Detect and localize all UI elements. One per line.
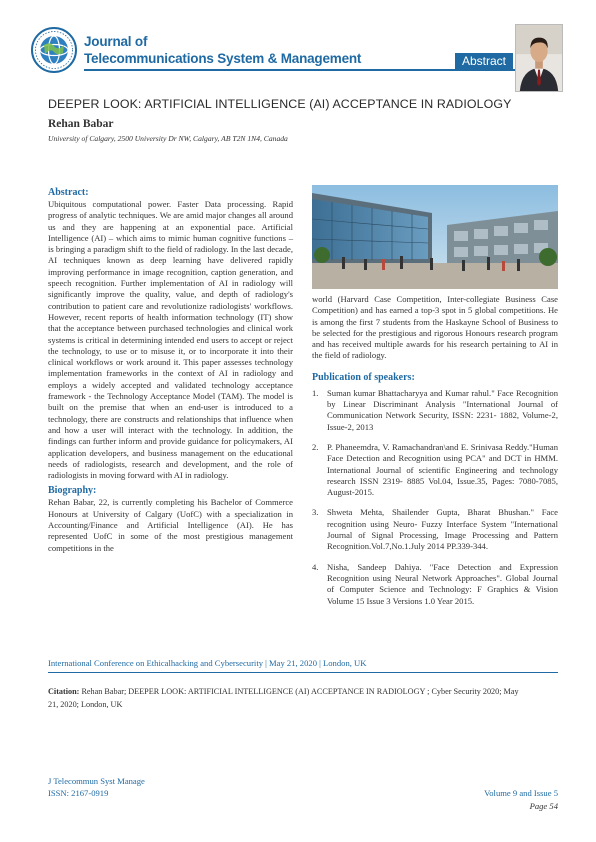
article-title: DEEPER LOOK: ARTIFICIAL INTELLIGENCE (AI) ACCEPTANCE IN RADIOLOGY (48, 97, 512, 111)
footer-rule (48, 672, 558, 673)
journal-name-line1: Journal of (84, 34, 148, 49)
left-column (48, 186, 293, 554)
journal-logo-icon (30, 26, 78, 74)
citation-label: Citation: (48, 687, 80, 696)
journal-name (84, 33, 361, 67)
page-number: Page 54 (529, 801, 558, 811)
citation (48, 685, 528, 711)
publication-list (312, 388, 558, 607)
publications-heading: Publication of speakers: (312, 371, 415, 383)
publication-number: 1. (312, 387, 319, 398)
journal-abbreviation: J Telecommun Syst Manage (48, 776, 145, 786)
author-name: Rehan Babar (48, 118, 114, 130)
list-item (312, 388, 558, 433)
conference-line: International Conference on Ethicalhacking and Cybersecurity | May 21, 2020 | London, UK (48, 658, 367, 668)
biography-heading: Biography: (48, 485, 97, 497)
abstract-heading: Abstract: (48, 187, 89, 198)
publication-text: P. Phaneemdra, V. Ramachandran\and E. Srinivasa Reddy."Human Face Detection and Recognition using PCA" and DCT in HMM. International Journal of scientific Engineering and technology research ISSN 2319- 8885 Vol.04, Issue.35, Pages: 7080-7085, August-2015. (327, 441, 558, 498)
author-portrait (515, 24, 563, 92)
citation-text: Rehan Babar; DEEPER LOOK: ARTIFICIAL INTELLIGENCE (AI) ACCEPTANCE IN RADIOLOGY ; Cyber Security 2020; May 21, 2020; London, UK (48, 687, 519, 709)
journal-name-line2: Telecommunications System & Management (84, 51, 362, 66)
journal-footer (48, 775, 145, 799)
list-item (312, 507, 558, 552)
list-item (312, 442, 558, 498)
publication-text: Shweta Mehta, Shailender Gupta, Bharat Bhushan." Face recognition using Neuro- Fuzzy Interface System "International Journal of Signal Processing, Image Processing and Pattern Recognition.Vol.7,No.1.July 2014 PP.339-344. (327, 507, 558, 552)
publication-text: Nisha, Sandeep Dahiya. "Face Detection and Expression Recognition using Neural Network Approaches". Global Journal of Computer Science and Technology: F Graphics & Vision Volume 15 Issue 3 Versions 1.0 Year 2015. (327, 561, 558, 606)
right-column (312, 294, 558, 616)
journal-issn: ISSN: 2167-0919 (48, 788, 109, 798)
author-affiliation: University of Calgary, 2500 University Dr NW, Calgary, AB T2N 1N4, Canada (48, 134, 288, 143)
publication-number: 3. (312, 507, 319, 518)
publication-text: Suman kumar Bhattacharyya and Kumar rahul." Face Recognition by Linear Discriminant Analysis "International Journal of Communication Network Security, ISSN: 2231- 1882, Volume-2, Issue-2, 2013 (327, 387, 558, 432)
list-item (312, 562, 558, 607)
header-rule (84, 69, 516, 71)
biography-text-right: world (Harvard Case Competition, Inter-collegiate Business Case Competition) and has earned a top-3 spot in 5 global competitions. He is among the first 7 students from the Haskayne School of Business to be selected for the prestigious and rigorous Honours research program and has received multiple awards for his research pertaining to AI in the field of radiology. (312, 294, 558, 361)
abstract-text: Ubiquitous computational power. Faster Data processing. Rapid progress of analytic techniques. We are amid major changes all around us and they are happening at an exponential pace. Artificial Intelligence (AI) – which aims to mimic human cognitive functions – is bringing a paradigm shift to the field of radiology. In the last decade, AI techniques known as deep learning have delivered rapidly improving performance in image recognition, caption generation, and speech recognition. Further implementation of AI in radiology will significantly improve the quality, value, and depth of radiology's contribution to patient care and revolutionize radiologists' workflows. However, recent reports of health information technology (IT) show that the acceptance between purchased technologies and clinical work systems is critical in determining intended end users to accept or reject the technology, to use or to misuse it, or to incorporate it into their clinical workflows or work around it. This paper assesses technology implementation frameworks in the context of AI in radiology and employs a widely accepted and validated technology acceptance framework - the Technology Acceptance Model (TAM). The model is built on the premise that when an end-user is introduced to a technology, there are constructs and relationships that influence when and how a user will interact with the technology. In addition, the findings can further inform and provide guidance for policymakers, AI application developers, and business management on the educational needs of radiologists, research and development, and the role of radiologists in moving forward with AI in radiology. (48, 199, 293, 481)
volume-issue: Volume 9 and Issue 5 (484, 788, 558, 798)
biography-text-left: Rehan Babar, 22, is currently completing his Bachelor of Commerce Honours at University of Calgary (UofC) with a specialization in Accounting/Finance and Artificial Intelligence (AI). He has represented UofC in some of the most prestigious management competitions in the (48, 497, 293, 553)
publication-number: 2. (312, 441, 319, 452)
volume-footer (484, 787, 558, 813)
building-photo (312, 185, 558, 289)
publication-number: 4. (312, 561, 319, 572)
abstract-tab: Abstract (455, 53, 513, 70)
